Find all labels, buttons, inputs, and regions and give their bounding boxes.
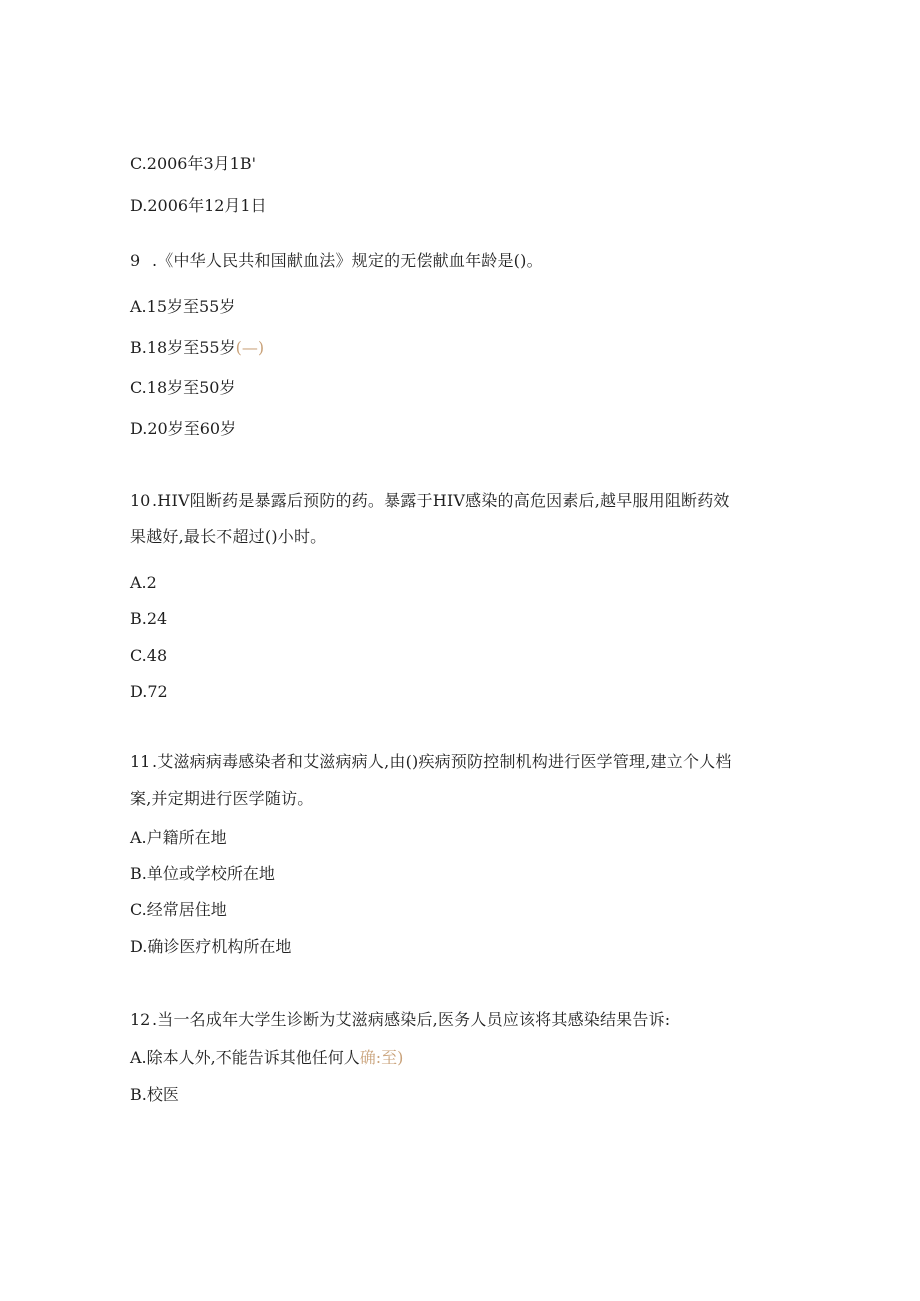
option-text: B.18岁至55岁 (130, 338, 236, 357)
option-text: D.2006年12月1日 (130, 196, 267, 215)
option-text: A.2 (130, 573, 157, 592)
option-text: C.经常居住地 (130, 900, 227, 919)
answer-mark: (—) (235, 338, 265, 357)
option-text: D.确诊医疗机构所在地 (130, 937, 292, 956)
option-10-d (130, 682, 168, 702)
option-9-c (130, 378, 235, 398)
question-number: 11 (130, 752, 151, 771)
question-12-stem (130, 1010, 670, 1030)
question-text: .艾滋病病毒感染者和艾滋病病人,由()疾病预防控制机构进行医学管理,建立个人档 (152, 752, 732, 771)
option-10-b (130, 609, 167, 629)
answer-mark: 确:至) (359, 1048, 404, 1067)
option-text: B.24 (130, 609, 168, 628)
question-text: .HIV阻断药是暴露后预防的药。暴露于HIV感染的高危因素后,越早服用阻断药效 (152, 491, 730, 510)
option-11-c (130, 900, 227, 920)
question-number: 9 (130, 251, 141, 270)
option-text: A.除本人外,不能告诉其他任何人 (130, 1048, 360, 1067)
option-text: A.15岁至55岁 (130, 297, 236, 316)
option-8-c (130, 154, 256, 174)
option-text: D.72 (130, 682, 168, 701)
question-text: 果越好,最长不超过()小时。 (130, 527, 327, 546)
question-9-stem (130, 251, 543, 271)
option-12-a (130, 1048, 403, 1068)
option-9-b (130, 338, 264, 358)
question-text: 案,并定期进行医学随访。 (130, 789, 314, 808)
question-10-stem (130, 491, 730, 511)
question-text: .当一名成年大学生诊断为艾滋病感染后,医务人员应该将其感染结果告诉: (152, 1010, 671, 1029)
question-text: .《中华人民共和国献血法》规定的无偿献血年龄是()。 (152, 251, 543, 270)
option-9-d (130, 419, 236, 439)
option-text: C.18岁至50岁 (130, 378, 236, 397)
question-11-stem (130, 752, 732, 772)
option-11-b (130, 864, 275, 884)
question-number: 12 (130, 1010, 151, 1029)
option-10-c (130, 646, 167, 666)
option-text: A.户籍所在地 (130, 828, 227, 847)
option-text: D.20岁至60岁 (130, 419, 237, 438)
option-9-a (130, 297, 235, 317)
option-text: B.校医 (130, 1085, 179, 1104)
option-12-b (130, 1085, 179, 1105)
question-number: 10 (130, 491, 151, 510)
option-8-d (130, 196, 267, 216)
question-11-stem-cont (130, 789, 314, 809)
option-11-d (130, 937, 291, 957)
option-text: C.2006年3月1B' (130, 154, 256, 173)
option-10-a (130, 573, 157, 593)
option-text: B.单位或学校所在地 (130, 864, 275, 883)
option-11-a (130, 828, 227, 848)
option-text: C.48 (130, 646, 168, 665)
question-10-stem-cont (130, 527, 326, 547)
